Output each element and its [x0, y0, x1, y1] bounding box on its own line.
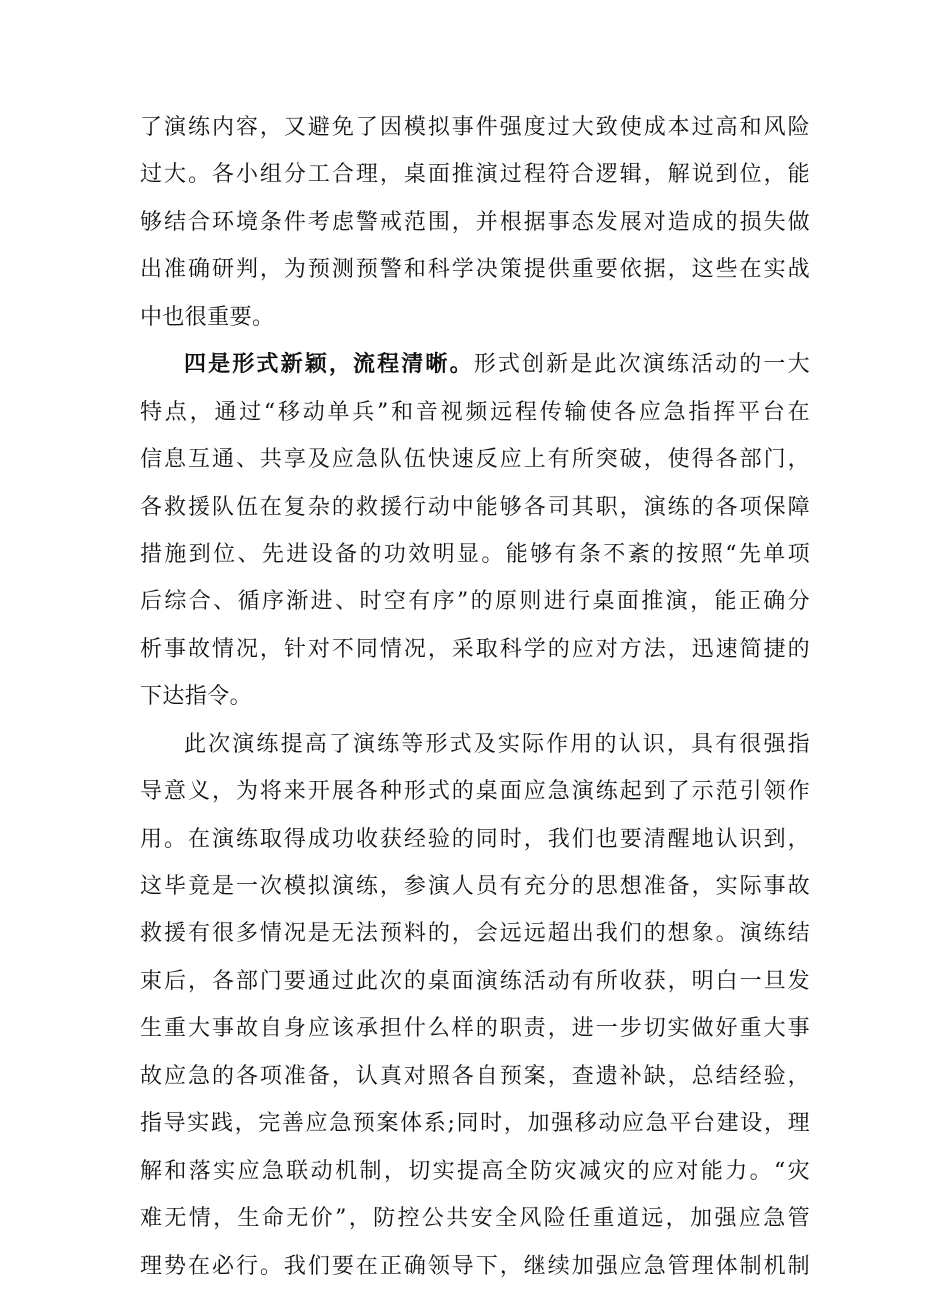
- document-body: [140, 104, 810, 1290]
- text-line: 生重大事故自身应该承担什么样的职责，进一步切实做好重大事: [140, 1016, 810, 1042]
- text-line: 过大。各小组分工合理，桌面推演过程符合逻辑，解说到位，能: [140, 162, 810, 188]
- text-line: 解和落实应急联动机制，切实提高全防灾减灾的应对能力。“灾: [140, 1158, 810, 1184]
- text-line: 出准确研判，为预测预警和科学决策提供重要依据，这些在实战: [140, 257, 810, 283]
- text-line: 理势在必行。我们要在正确领导下，继续加强应急管理体制机制: [140, 1253, 810, 1279]
- text-line: 下达指令。: [140, 684, 253, 710]
- heading-line-rest: 形式创新是此次演练活动的一大: [473, 352, 810, 378]
- text-line: 这毕竟是一次模拟演练，参演人员有充分的思想准备，实际事故: [140, 874, 810, 899]
- text-line: 中也很重要。: [140, 304, 275, 330]
- paragraph-1: [140, 104, 810, 341]
- text-line: 后综合、循序渐进、时空有序”的原则进行桌面推演，能正确分: [140, 589, 810, 615]
- text-line: 特点，通过“移动单兵”和音视频远程传输使各应急指挥平台在: [140, 399, 810, 425]
- text-line: 够结合环境条件考虑警戒范围，并根据事态发展对造成的损失做: [140, 209, 810, 235]
- text-line: 信息互通、共享及应急队伍快速反应上有所突破，使得各部门，: [140, 447, 810, 473]
- text-line: 故应急的各项准备，认真对照各自预案，查遗补缺，总结经验，: [140, 1063, 810, 1089]
- text-line: 了演练内容，又避免了因模拟事件强度过大致使成本过高和风险: [140, 115, 810, 140]
- paragraph-2: [140, 341, 810, 721]
- text-line: [140, 341, 810, 388]
- text-line: 救援有很多情况是无法预料的，会远远超出我们的想象。演练结: [140, 921, 810, 947]
- text-line: 析事故情况，针对不同情况，采取科学的应对方法，迅速简捷的: [140, 636, 810, 662]
- text-line: 用。在演练取得成功收获经验的同时，我们也要清醒地认识到，: [140, 826, 810, 852]
- paragraph-3: [140, 721, 810, 1290]
- text-line: 指导实践，完善应急预案体系;同时，加强移动应急平台建设，理: [140, 1111, 810, 1137]
- text-line: 措施到位、先进设备的功效明显。能够有条不紊的按照“先单项: [140, 541, 810, 567]
- text-line: 此次演练提高了演练等形式及实际作用的认识，具有很强指: [184, 731, 810, 757]
- text-line: 难无情，生命无价”，防控公共安全风险任重道远，加强应急管: [140, 1206, 810, 1232]
- section-heading: 四是形式新颖，流程清晰。: [184, 351, 474, 378]
- text-line: 各救援队伍在复杂的救援行动中能够各司其职，演练的各项保障: [140, 494, 810, 520]
- text-line: 束后，各部门要通过此次的桌面演练活动有所收获，明白一旦发: [140, 968, 810, 994]
- text-line: 导意义，为将来开展各种形式的桌面应急演练起到了示范引领作: [140, 779, 810, 805]
